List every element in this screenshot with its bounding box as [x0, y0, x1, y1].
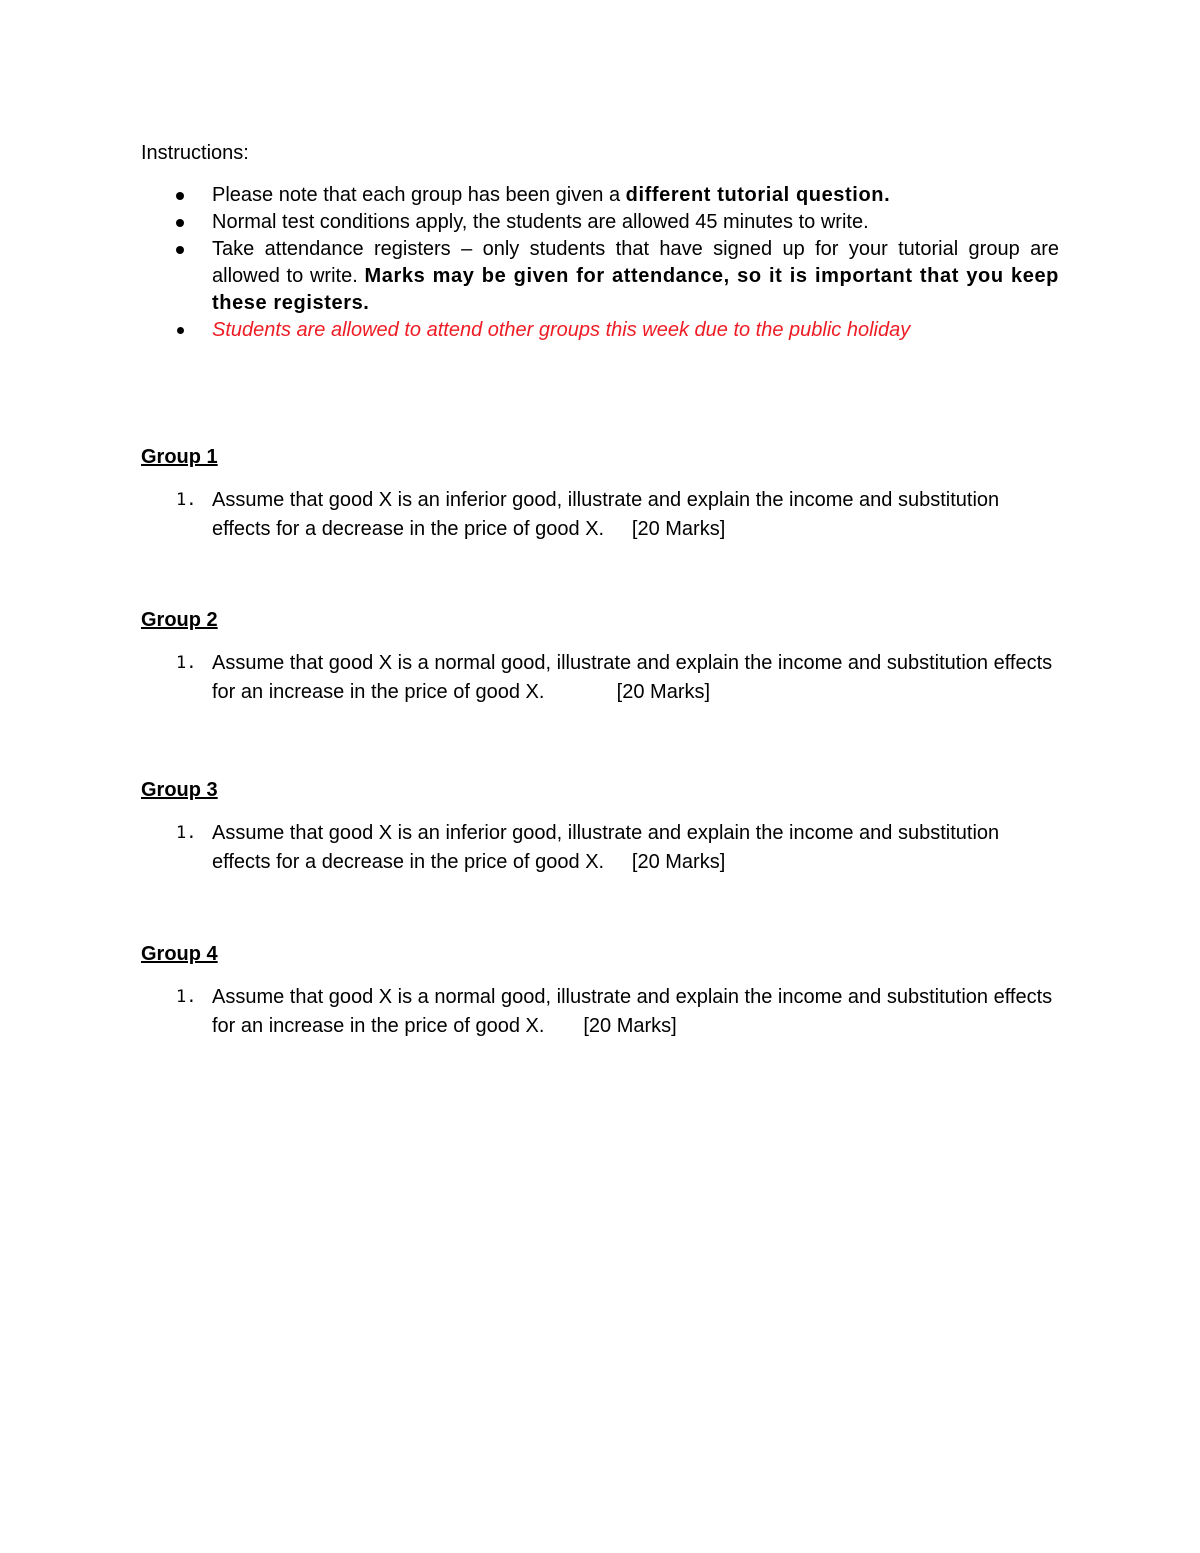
- question-marks: [610, 518, 726, 540]
- question-marks: [550, 1015, 677, 1037]
- instruction-text: Normal test conditions apply, the students are allowed 45 minutes to write.: [212, 211, 869, 233]
- marks-label: [20 Marks]: [631, 851, 726, 873]
- question-text: Assume that good X is an inferior good, illustrate and explain the income and substitution effects for a decrease in the price of good X.: [212, 822, 1000, 873]
- question-text: Assume that good X is a normal good, illustrate and explain the income and substitution effects for an increase in the price of good X.: [212, 652, 1053, 703]
- group-4-section: [141, 940, 1059, 1041]
- question-number: 1.: [176, 987, 197, 1007]
- question-number: 1.: [176, 490, 197, 510]
- instruction-bold-text: different tutorial question.: [625, 184, 891, 206]
- instruction-text: Take attendance registers – only students that have signed up for your tutorial group are allowed to write.: [212, 238, 1059, 287]
- question-number: 1.: [176, 653, 197, 673]
- question-text: Assume that good X is an inferior good, illustrate and explain the income and substitution effects for a decrease in the price of good X.: [212, 489, 1000, 540]
- marks-label: [20 Marks]: [616, 681, 711, 703]
- question-marks: [550, 681, 710, 703]
- instructions-section: [141, 140, 1059, 344]
- group-title: Group 4: [141, 943, 218, 965]
- group-title: Group 1: [141, 446, 218, 468]
- question-item: [141, 819, 1059, 877]
- question-text: Assume that good X is a normal good, illustrate and explain the income and substitution effects for an increase in the price of good X.: [212, 986, 1053, 1037]
- bullet-icon: [176, 219, 184, 227]
- question-item: [141, 649, 1059, 707]
- question-marks: [610, 851, 726, 873]
- question-item: [141, 983, 1059, 1041]
- marks-label: [20 Marks]: [631, 518, 726, 540]
- group-title: Group 3: [141, 779, 218, 801]
- bullet-icon: [176, 246, 184, 254]
- question-item: [141, 486, 1059, 544]
- group-title: Group 2: [141, 609, 218, 631]
- instruction-text: Please note that each group has been given a: [212, 184, 626, 206]
- instruction-bold-text: Marks may be given for attendance, so it is important that you keep these registers.: [212, 265, 1059, 314]
- instruction-item: [141, 236, 1059, 317]
- group-1-section: [141, 443, 1059, 544]
- instructions-list: [141, 182, 1059, 344]
- instruction-item: [141, 182, 1059, 209]
- instruction-note-text: Students are allowed to attend other groups this week due to the public holiday: [212, 319, 911, 341]
- question-number: 1.: [176, 823, 197, 843]
- bullet-icon: [177, 327, 184, 334]
- group-2-section: [141, 606, 1059, 707]
- instruction-item: [141, 209, 1059, 236]
- group-3-section: [141, 776, 1059, 877]
- bullet-icon: [176, 192, 184, 200]
- instructions-heading: Instructions:: [141, 142, 249, 164]
- marks-label: [20 Marks]: [583, 1015, 677, 1037]
- instruction-note-item: [141, 317, 1059, 344]
